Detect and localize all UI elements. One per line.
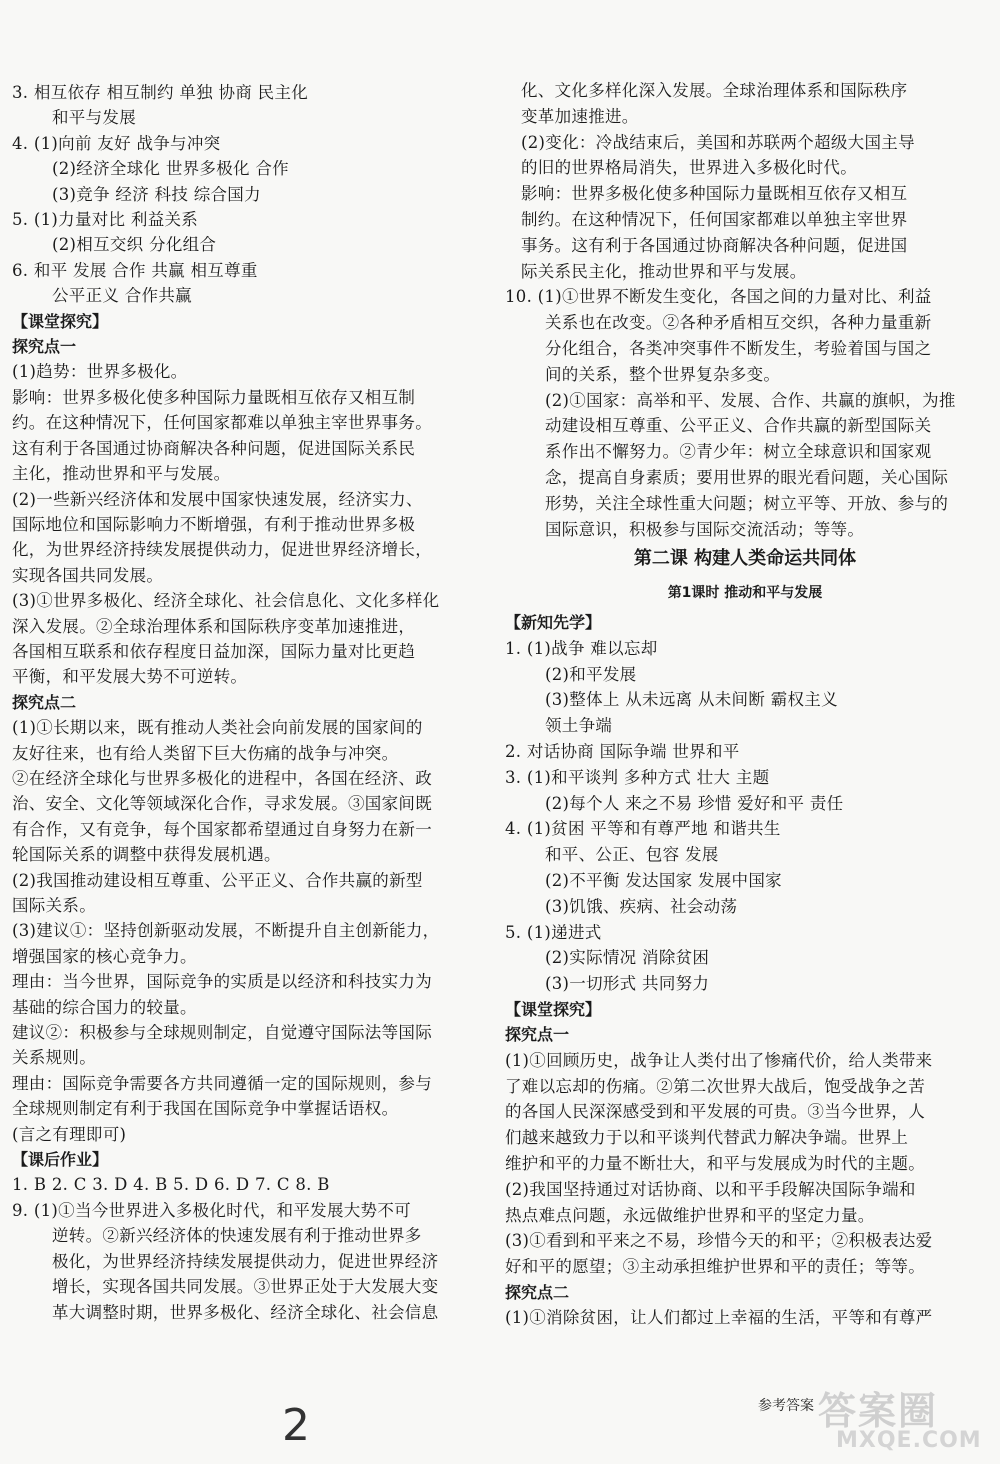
right-line: 1. (1)战争 难以忘却 [505,638,658,658]
left-line: (2)我国推动建设相互尊重、公平正义、合作共赢的新型 [12,870,423,890]
left-line: (2)经济全球化 世界多极化 合作 [52,159,289,179]
left-line: 友好往来，也有给人类留下巨大伤痛的战争与冲突。 [12,743,399,763]
right-line: 系作出不懈努力。②青少年：树立全球意识和国家观 [545,442,932,462]
left-column [12,80,482,1325]
left-line: 6. 和平 发展 合作 共赢 相互尊重 [12,260,258,280]
right-line: 探究点一 [505,1025,570,1045]
left-line: 【课后作业】 [12,1150,109,1170]
left-line: 约。在这种情况下，任何国家都难以单独主宰世界事务。 [12,413,432,433]
right-line: 维护和平的力量不断壮大，和平与发展成为时代的主题。 [505,1153,925,1173]
right-line: 间的关系，整个世界复杂多变。 [545,364,781,384]
left-line: 3. 相互依存 相互制约 单独 协商 民主化 [12,83,309,102]
left-line: 轮国际关系的调整中获得发展机遇。 [12,845,281,865]
right-line: 3. (1)和平谈判 多种方式 壮大 主题 [505,767,770,787]
watermark-site: MXQE.COM [836,1428,982,1453]
right-line: 制约。在这种情况下，任何国家都难以单独主宰世界 [521,209,908,229]
right-line: 变革加速推进。 [521,106,639,126]
right-line: 们越来越致力于以和平谈判代替武力解决争端。世界上 [505,1128,909,1148]
left-line: 4. (1)向前 友好 战争与冲突 [12,133,221,153]
left-line: 5. (1)力量对比 利益关系 [12,210,199,230]
right-line: (2)和平发展 [545,664,637,684]
left-line: 公平正义 合作共赢 [52,286,192,306]
right-line: 分化组合，各类冲突事件不断发生，考验着国与国之 [545,338,932,358]
left-line: 平衡，和平发展大势不可逆转。 [12,667,248,687]
left-line: 增长，实现各国共同发展。③世界正处于大发展大变 [52,1277,439,1297]
right-line: 领土争端 [545,716,613,736]
left-line: (3)①世界多极化、经济全球化、社会信息化、文化多样化 [12,591,440,611]
left-line: (1)①长期以来，既有推动人类社会向前发展的国家间的 [12,718,423,738]
right-line: 形势，关注全球性重大问题；树立平等、开放、参与的 [545,493,949,513]
left-line: 国际地位和国际影响力不断增强，有利于推动世界多极 [12,514,416,534]
right-line: 5. (1)递进式 [505,922,602,942]
left-line: 这有利于各国通过协商解决各种问题，促进国际关系民 [12,438,416,458]
left-line: 深入发展。②全球治理体系和国际秩序变革加速推进， [12,616,416,636]
left-line: 逆转。②新兴经济体的快速发展有利于推动世界多 [52,1226,422,1246]
handwritten-page-number: 2 [282,1400,310,1451]
footer-label: 参考答案 [758,1398,814,1414]
left-line: 增强国家的核心竞争力。 [12,946,197,966]
right-line: 探究点二 [505,1282,570,1302]
right-line: 的各国人民深深感受到和平发展的可贵。③当今世界，人 [505,1102,925,1122]
right-line: 际关系民主化，推动世界和平与发展。 [521,261,807,281]
left-line: 理由：国际竞争需要各方共同遵循一定的国际规则，参与 [12,1073,432,1093]
left-line: 有合作，又有竞争，每个国家都希望通过自身努力在新一 [12,819,432,839]
left-line: 极化，为世界经济持续发展提供动力，促进世界经济 [52,1251,439,1271]
right-line: 国际意识，积极参与国际交流活动；等等。 [545,519,865,539]
right-line: (2)我国坚持通过对话协商、以和平手段解决国际争端和 [505,1179,916,1199]
left-line: 影响：世界多极化使多种国际力量既相互依存又相互制 [12,387,416,407]
right-line: 了难以忘却的伤痛。②第二次世界大战后，饱受战争之苦 [505,1076,925,1096]
right-line: 热点难点问题，永远做维护世界和平的坚定力量。 [505,1205,875,1225]
right-line: 动建设相互尊重、公平正义、合作共赢的新型国际关 [545,416,932,436]
left-line: (2)相互交织 分化组合 [52,235,217,255]
right-line: (2)实际情况 消除贫困 [545,948,710,968]
left-line: 建议②：积极参与全球规则制定，自觉遵守国际法等国际 [12,1023,432,1043]
left-line: 革大调整时期，世界多极化、经济全球化、社会信息 [52,1302,439,1322]
left-line: (2)一些新兴经济体和发展中国家快速发展，经济实力、 [12,489,423,509]
right-line: 【课堂探究】 [505,999,602,1019]
right-line: (3)①看到和平来之不易，珍惜今天的和平；②积极表达爱 [505,1231,933,1251]
left-line: ②在经济全球化与世界多极化的进程中，各国在经济、政 [12,768,432,788]
right-line: 的旧的世界格局消失，世界进入多极化时代。 [521,158,857,178]
right-line: 4. (1)贫困 平等和有尊严地 和谐共生 [505,819,781,839]
right-line: (2)①国家：高举和平、发展、合作、共赢的旗帜，为推 [545,390,956,410]
right-line: (2)每个人 来之不易 珍惜 爱好和平 责任 [545,793,844,813]
right-line: 【新知先学】 [505,613,602,633]
left-line: 治、安全、文化等领域深化合作，寻求发展。③国家间既 [12,794,432,814]
left-line: 各国相互联系和依存程度日益加深，国际力量对比更趋 [12,641,416,661]
watermark-logo: 答案圈 [818,1389,939,1433]
right-line: (2)不平衡 发达国家 发展中国家 [545,870,782,890]
right-line: 念，提高自身素质；要用世界的眼光看问题，关心国际 [545,467,949,487]
right-line: (2)变化：冷战结束后，美国和苏联两个超级大国主导 [521,132,915,152]
left-line: (3)建议①：坚持创新驱动发展，不断提升自主创新能力， [12,921,440,941]
right-column [505,78,985,1331]
left-line: 化，为世界经济持续发展提供动力，促进世界经济增长， [12,540,432,560]
left-line: 9. (1)①当今世界进入多极化时代，和平发展大势不可 [12,1200,411,1220]
right-line: 第二课 构建人类命运共同体 [633,548,857,570]
right-line: (3)饥饿、疾病、社会动荡 [545,896,738,916]
right-line: 第1课时 推动和平与发展 [667,585,823,602]
right-line: (1)①回顾历史，战争让人类付出了惨痛代价，给人类带来 [505,1050,933,1070]
left-line: 关系规则。 [12,1048,96,1068]
right-line: 2. 对话协商 国际争端 世界和平 [505,741,740,761]
right-line: 10. (1)①世界不断发生变化，各国之间的力量对比、利益 [505,287,932,307]
right-line: (1)①消除贫困，让人们都过上幸福的生活，平等和有尊严 [505,1308,933,1328]
left-line: 【课堂探究】 [12,311,109,331]
right-line: (3)整体上 从未远离 从未间断 霸权主义 [545,690,838,710]
left-line: 理由：当今世界，国际竞争的实质是以经济和科技实力为 [12,972,432,992]
left-line: 基础的综合国力的较量。 [12,997,197,1017]
right-line: 事务。这有利于各国通过协商解决各种问题，促进国 [521,235,908,255]
right-line: 影响：世界多极化使多种国际力量既相互依存又相互 [521,184,908,204]
left-line: 国际关系。 [12,896,96,915]
left-line: (3)竞争 经济 科技 综合国力 [52,184,261,204]
right-line: 化、文化多样化深入发展。全球治理体系和国际秩序 [521,81,908,100]
left-line: 探究点一 [12,337,77,357]
left-line: (言之有理即可) [12,1124,127,1144]
right-line: 好和平的愿望；③主动承担维护世界和平的责任；等等。 [505,1257,925,1277]
left-line: 1. B 2. C 3. D 4. B 5. D 6. D 7. C 8. B [12,1175,330,1195]
right-line: (3)一切形式 共同努力 [545,974,710,994]
right-line: 和平、公正、包容 发展 [545,845,719,865]
left-line: 和平与发展 [52,108,136,128]
left-line: 实现各国共同发展。 [12,565,164,585]
left-line: 探究点二 [12,692,77,712]
right-line: 关系也在改变。②各种矛盾相互交织，各种力量重新 [545,313,932,333]
left-line: (1)趋势：世界多极化。 [12,362,188,382]
left-line: 主化，推动世界和平与发展。 [12,464,231,484]
left-line: 全球规则制定有利于我国在国际竞争中掌握话语权。 [12,1099,399,1119]
